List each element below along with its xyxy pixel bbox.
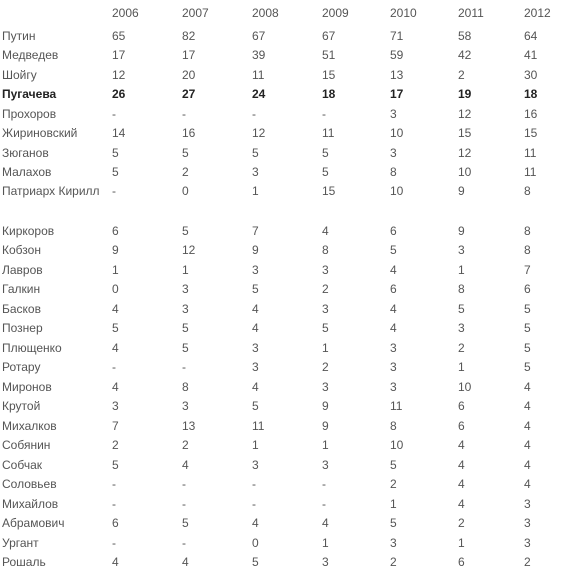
value-cell-2007: 2 bbox=[182, 165, 189, 180]
value-cell-2011: 6 bbox=[458, 555, 465, 570]
person-name: Крутой bbox=[2, 399, 41, 414]
person-name: Соловьев bbox=[2, 477, 57, 492]
value-cell-2007: 12 bbox=[182, 243, 196, 258]
value-cell-2012: 2 bbox=[524, 555, 531, 570]
value-cell-2010: 3 bbox=[390, 535, 397, 550]
value-cell-2008: 1 bbox=[252, 438, 259, 453]
year-header-2010: 2010 bbox=[390, 6, 417, 20]
value-cell-2011: 2 bbox=[458, 67, 465, 82]
value-cell-2012: 3 bbox=[524, 496, 531, 511]
value-cell-2007: - bbox=[182, 535, 186, 550]
value-cell-2006: 4 bbox=[112, 301, 119, 316]
value-cell-2010: 10 bbox=[390, 184, 404, 198]
person-name: Шойгу bbox=[2, 67, 37, 82]
value-cell-2012: 7 bbox=[524, 262, 531, 277]
value-cell-2007: 5 bbox=[182, 516, 189, 531]
value-cell-2011: 4 bbox=[458, 438, 465, 453]
value-cell-2012: 4 bbox=[524, 457, 531, 472]
value-cell-2007: 3 bbox=[182, 399, 189, 414]
value-cell-2007: 5 bbox=[182, 340, 189, 355]
value-cell-2009: 1 bbox=[322, 340, 329, 355]
value-cell-2006: 5 bbox=[112, 321, 119, 336]
value-cell-2009: 3 bbox=[322, 457, 329, 472]
value-cell-2011: 42 bbox=[458, 48, 472, 63]
value-cell-2009: - bbox=[322, 477, 326, 492]
year-header-2011: 2011 bbox=[458, 6, 484, 20]
value-cell-2007: 3 bbox=[182, 301, 189, 316]
value-cell-2012: 4 bbox=[524, 399, 531, 414]
value-cell-2007: 17 bbox=[182, 48, 196, 63]
value-cell-2010: 3 bbox=[390, 145, 397, 160]
table-row bbox=[0, 221, 563, 241]
value-cell-2006: 26 bbox=[112, 87, 126, 102]
value-cell-2006: 7 bbox=[112, 418, 119, 433]
table-row bbox=[0, 280, 563, 300]
person-name: Прохоров bbox=[2, 106, 57, 121]
value-cell-2008: 39 bbox=[252, 48, 266, 63]
value-cell-2007: 27 bbox=[182, 87, 196, 102]
value-cell-2008: 5 bbox=[252, 399, 259, 414]
value-cell-2009: 18 bbox=[322, 87, 336, 102]
table-header bbox=[0, 0, 563, 26]
value-cell-2006: 14 bbox=[112, 126, 126, 141]
value-cell-2011: 3 bbox=[458, 321, 465, 336]
table-row bbox=[0, 338, 563, 358]
value-cell-2006: 5 bbox=[112, 457, 119, 472]
value-cell-2008: 7 bbox=[252, 223, 259, 238]
value-cell-2009: 9 bbox=[322, 418, 329, 433]
table-row bbox=[0, 124, 563, 144]
value-cell-2010: 59 bbox=[390, 48, 404, 63]
value-cell-2011: 4 bbox=[458, 496, 465, 511]
person-name: Зюганов bbox=[2, 145, 49, 160]
value-cell-2006: - bbox=[112, 535, 116, 550]
value-cell-2011: 12 bbox=[458, 145, 472, 160]
value-cell-2006: 12 bbox=[112, 67, 126, 82]
value-cell-2010: 4 bbox=[390, 262, 397, 277]
value-cell-2011: 15 bbox=[458, 126, 472, 141]
value-cell-2008: 67 bbox=[252, 28, 266, 43]
value-cell-2009: - bbox=[322, 496, 326, 511]
value-cell-2012: 3 bbox=[524, 535, 531, 550]
value-cell-2010: 3 bbox=[390, 360, 397, 375]
value-cell-2006: - bbox=[112, 477, 116, 492]
value-cell-2008: 5 bbox=[252, 282, 259, 297]
person-name: Абрамович bbox=[2, 516, 65, 531]
value-cell-2011: 1 bbox=[458, 360, 465, 375]
value-cell-2007: 4 bbox=[182, 555, 189, 570]
value-cell-2009: 5 bbox=[322, 321, 329, 336]
value-cell-2008: 5 bbox=[252, 145, 259, 160]
value-cell-2009: 15 bbox=[322, 67, 336, 82]
value-cell-2011: 12 bbox=[458, 106, 472, 121]
value-cell-2009: 67 bbox=[322, 28, 336, 43]
value-cell-2007: 5 bbox=[182, 321, 189, 336]
value-cell-2010: 10 bbox=[390, 438, 404, 453]
table-row bbox=[0, 358, 563, 378]
value-cell-2009: 4 bbox=[322, 516, 329, 531]
value-cell-2006: 2 bbox=[112, 438, 119, 453]
person-name: Малахов bbox=[2, 165, 52, 180]
value-cell-2011: 6 bbox=[458, 399, 465, 414]
value-cell-2008: - bbox=[252, 106, 256, 121]
person-name: Басков bbox=[2, 301, 41, 316]
table-row bbox=[0, 416, 563, 436]
value-cell-2007: - bbox=[182, 360, 186, 375]
value-cell-2007: - bbox=[182, 106, 186, 121]
value-cell-2009: 11 bbox=[322, 126, 335, 141]
value-cell-2012: 5 bbox=[524, 340, 531, 355]
table-row bbox=[0, 85, 563, 105]
table-row bbox=[0, 377, 563, 397]
value-cell-2010: 6 bbox=[390, 282, 397, 297]
value-cell-2008: 11 bbox=[252, 418, 265, 433]
person-name: Путин bbox=[2, 28, 36, 43]
value-cell-2006: 17 bbox=[112, 48, 126, 63]
value-cell-2007: 20 bbox=[182, 67, 196, 82]
value-cell-2006: - bbox=[112, 106, 116, 121]
value-cell-2011: 10 bbox=[458, 379, 472, 394]
value-cell-2007: 5 bbox=[182, 223, 189, 238]
value-cell-2007: 13 bbox=[182, 418, 196, 433]
value-cell-2011: 19 bbox=[458, 87, 472, 102]
value-cell-2010: 8 bbox=[390, 418, 397, 433]
person-name: Патриарх Кирилл bbox=[2, 184, 100, 198]
value-cell-2011: 4 bbox=[458, 477, 465, 492]
value-cell-2011: 58 bbox=[458, 28, 472, 43]
value-cell-2007: 8 bbox=[182, 379, 189, 394]
value-cell-2007: 5 bbox=[182, 145, 189, 160]
value-cell-2007: 0 bbox=[182, 184, 189, 198]
value-cell-2007: 2 bbox=[182, 438, 189, 453]
value-cell-2008: 9 bbox=[252, 243, 259, 258]
value-cell-2010: 10 bbox=[390, 126, 404, 141]
value-cell-2008: 11 bbox=[252, 67, 265, 82]
value-cell-2008: 12 bbox=[252, 126, 266, 141]
table-row bbox=[0, 455, 563, 475]
value-cell-2010: 2 bbox=[390, 477, 397, 492]
value-cell-2010: 6 bbox=[390, 223, 397, 238]
value-cell-2011: 10 bbox=[458, 165, 472, 180]
value-cell-2010: 5 bbox=[390, 243, 397, 258]
value-cell-2009: 9 bbox=[322, 399, 329, 414]
value-cell-2009: 2 bbox=[322, 282, 329, 297]
value-cell-2006: 9 bbox=[112, 243, 119, 258]
table-row bbox=[0, 553, 563, 573]
table-row bbox=[0, 65, 563, 85]
value-cell-2011: 8 bbox=[458, 282, 465, 297]
value-cell-2008: 3 bbox=[252, 360, 259, 375]
value-cell-2008: 3 bbox=[252, 340, 259, 355]
value-cell-2007: - bbox=[182, 477, 186, 492]
value-cell-2012: 4 bbox=[524, 418, 531, 433]
value-cell-2010: 71 bbox=[390, 28, 404, 43]
table-row bbox=[0, 397, 563, 417]
value-cell-2009: 15 bbox=[322, 184, 336, 198]
value-cell-2009: 3 bbox=[322, 301, 329, 316]
value-cell-2011: 4 bbox=[458, 457, 465, 472]
value-cell-2006: 4 bbox=[112, 555, 119, 570]
value-cell-2008: 1 bbox=[252, 184, 259, 198]
value-cell-2006: 6 bbox=[112, 516, 119, 531]
value-cell-2008: 4 bbox=[252, 301, 259, 316]
value-cell-2007: 1 bbox=[182, 262, 189, 277]
value-cell-2008: 0 bbox=[252, 535, 259, 550]
value-cell-2012: 16 bbox=[524, 106, 538, 121]
table-row bbox=[0, 260, 563, 280]
value-cell-2012: 4 bbox=[524, 438, 531, 453]
table-row bbox=[0, 104, 563, 124]
value-cell-2012: 11 bbox=[524, 145, 537, 160]
value-cell-2012: 8 bbox=[524, 184, 531, 198]
value-cell-2008: 5 bbox=[252, 555, 259, 570]
value-cell-2010: 4 bbox=[390, 301, 397, 316]
value-cell-2011: 9 bbox=[458, 184, 465, 198]
person-name: Рошаль bbox=[2, 555, 46, 570]
person-name: Собчак bbox=[2, 457, 42, 472]
year-header-2007: 2007 bbox=[182, 6, 209, 20]
table-row bbox=[0, 533, 563, 553]
value-cell-2006: - bbox=[112, 360, 116, 375]
table-row bbox=[0, 182, 563, 221]
value-cell-2010: 3 bbox=[390, 106, 397, 121]
value-cell-2009: 3 bbox=[322, 262, 329, 277]
year-header-2008: 2008 bbox=[252, 6, 279, 20]
value-cell-2006: - bbox=[112, 496, 116, 511]
person-name: Жириновский bbox=[2, 126, 78, 141]
value-cell-2006: 3 bbox=[112, 399, 119, 414]
person-name: Пугачева bbox=[2, 87, 57, 102]
person-name: Познер bbox=[2, 321, 43, 336]
table-row bbox=[0, 514, 563, 534]
person-name: Галкин bbox=[2, 282, 41, 297]
value-cell-2011: 3 bbox=[458, 243, 465, 258]
value-cell-2008: 24 bbox=[252, 87, 266, 102]
value-cell-2006: 5 bbox=[112, 145, 119, 160]
person-name: Лавров bbox=[2, 262, 43, 277]
value-cell-2006: 4 bbox=[112, 340, 119, 355]
value-cell-2012: 15 bbox=[524, 126, 538, 141]
value-cell-2009: - bbox=[322, 106, 326, 121]
value-cell-2010: 2 bbox=[390, 555, 397, 570]
value-cell-2011: 2 bbox=[458, 340, 465, 355]
value-cell-2012: 64 bbox=[524, 28, 538, 43]
value-cell-2012: 4 bbox=[524, 477, 531, 492]
value-cell-2009: 1 bbox=[322, 438, 329, 453]
value-cell-2006: 65 bbox=[112, 28, 126, 43]
year-header-2009: 2009 bbox=[322, 6, 349, 20]
value-cell-2009: 3 bbox=[322, 555, 329, 570]
table-row bbox=[0, 163, 563, 183]
value-cell-2009: 1 bbox=[322, 535, 329, 550]
value-cell-2009: 51 bbox=[322, 48, 336, 63]
value-cell-2010: 8 bbox=[390, 165, 397, 180]
value-cell-2010: 1 bbox=[390, 496, 397, 511]
value-cell-2009: 8 bbox=[322, 243, 329, 258]
value-cell-2010: 13 bbox=[390, 67, 404, 82]
value-cell-2008: 4 bbox=[252, 516, 259, 531]
table-row bbox=[0, 46, 563, 66]
value-cell-2009: 3 bbox=[322, 379, 329, 394]
year-header-2006: 2006 bbox=[112, 6, 139, 20]
person-name: Ротару bbox=[2, 360, 41, 375]
value-cell-2012: 5 bbox=[524, 360, 531, 375]
value-cell-2009: 5 bbox=[322, 165, 329, 180]
table-row bbox=[0, 475, 563, 495]
value-cell-2006: 5 bbox=[112, 165, 119, 180]
value-cell-2006: 1 bbox=[112, 262, 119, 277]
person-name: Кобзон bbox=[2, 243, 41, 258]
value-cell-2008: 4 bbox=[252, 379, 259, 394]
value-cell-2010: 4 bbox=[390, 321, 397, 336]
table-row bbox=[0, 299, 563, 319]
value-cell-2012: 5 bbox=[524, 301, 531, 316]
value-cell-2012: 6 bbox=[524, 282, 531, 297]
value-cell-2011: 9 bbox=[458, 223, 465, 238]
value-cell-2012: 41 bbox=[524, 48, 538, 63]
table-row bbox=[0, 436, 563, 456]
year-header-2012: 2012 bbox=[524, 6, 551, 20]
value-cell-2007: 16 bbox=[182, 126, 196, 141]
value-cell-2008: - bbox=[252, 496, 256, 511]
value-cell-2009: 2 bbox=[322, 360, 329, 375]
value-cell-2008: 3 bbox=[252, 457, 259, 472]
header-row bbox=[0, 0, 563, 26]
value-cell-2012: 3 bbox=[524, 516, 531, 531]
value-cell-2007: 4 bbox=[182, 457, 189, 472]
person-name: Михалков bbox=[2, 418, 57, 433]
person-name: Собянин bbox=[2, 438, 51, 453]
person-name: Медведев bbox=[2, 48, 59, 63]
person-name: Ургант bbox=[2, 535, 39, 550]
value-cell-2007: 82 bbox=[182, 28, 196, 43]
person-name: Киркоров bbox=[2, 223, 55, 238]
value-cell-2009: 4 bbox=[322, 223, 329, 238]
value-cell-2012: 8 bbox=[524, 223, 531, 238]
value-cell-2006: 6 bbox=[112, 223, 119, 238]
value-cell-2011: 1 bbox=[458, 535, 465, 550]
value-cell-2012: 4 bbox=[524, 379, 531, 394]
value-cell-2010: 3 bbox=[390, 379, 397, 394]
value-cell-2011: 5 bbox=[458, 301, 465, 316]
value-cell-2006: 4 bbox=[112, 379, 119, 394]
value-cell-2009: 5 bbox=[322, 145, 329, 160]
value-cell-2007: 3 bbox=[182, 282, 189, 297]
person-name: Михайлов bbox=[2, 496, 59, 511]
value-cell-2011: 1 bbox=[458, 262, 465, 277]
value-cell-2007: - bbox=[182, 496, 186, 511]
table-row bbox=[0, 26, 563, 46]
person-name: Миронов bbox=[2, 379, 52, 394]
value-cell-2010: 11 bbox=[390, 399, 403, 414]
table-row bbox=[0, 494, 563, 514]
corner-cell bbox=[0, 0, 110, 26]
value-cell-2012: 30 bbox=[524, 67, 538, 82]
value-cell-2010: 17 bbox=[390, 87, 404, 102]
table-body bbox=[0, 26, 563, 572]
value-cell-2012: 11 bbox=[524, 165, 537, 180]
person-name: Плющенко bbox=[2, 340, 62, 355]
value-cell-2010: 5 bbox=[390, 457, 397, 472]
value-cell-2008: 3 bbox=[252, 165, 259, 180]
value-cell-2006: - bbox=[112, 184, 116, 198]
value-cell-2012: 18 bbox=[524, 87, 538, 102]
value-cell-2008: - bbox=[252, 477, 256, 492]
value-cell-2008: 4 bbox=[252, 321, 259, 336]
value-cell-2008: 3 bbox=[252, 262, 259, 277]
table-row bbox=[0, 319, 563, 339]
value-cell-2010: 5 bbox=[390, 516, 397, 531]
value-cell-2011: 6 bbox=[458, 418, 465, 433]
value-cell-2012: 8 bbox=[524, 243, 531, 258]
value-cell-2012: 5 bbox=[524, 321, 531, 336]
table-row bbox=[0, 241, 563, 261]
value-cell-2010: 3 bbox=[390, 340, 397, 355]
value-cell-2006: 0 bbox=[112, 282, 119, 297]
table-row bbox=[0, 143, 563, 163]
value-cell-2011: 2 bbox=[458, 516, 465, 531]
